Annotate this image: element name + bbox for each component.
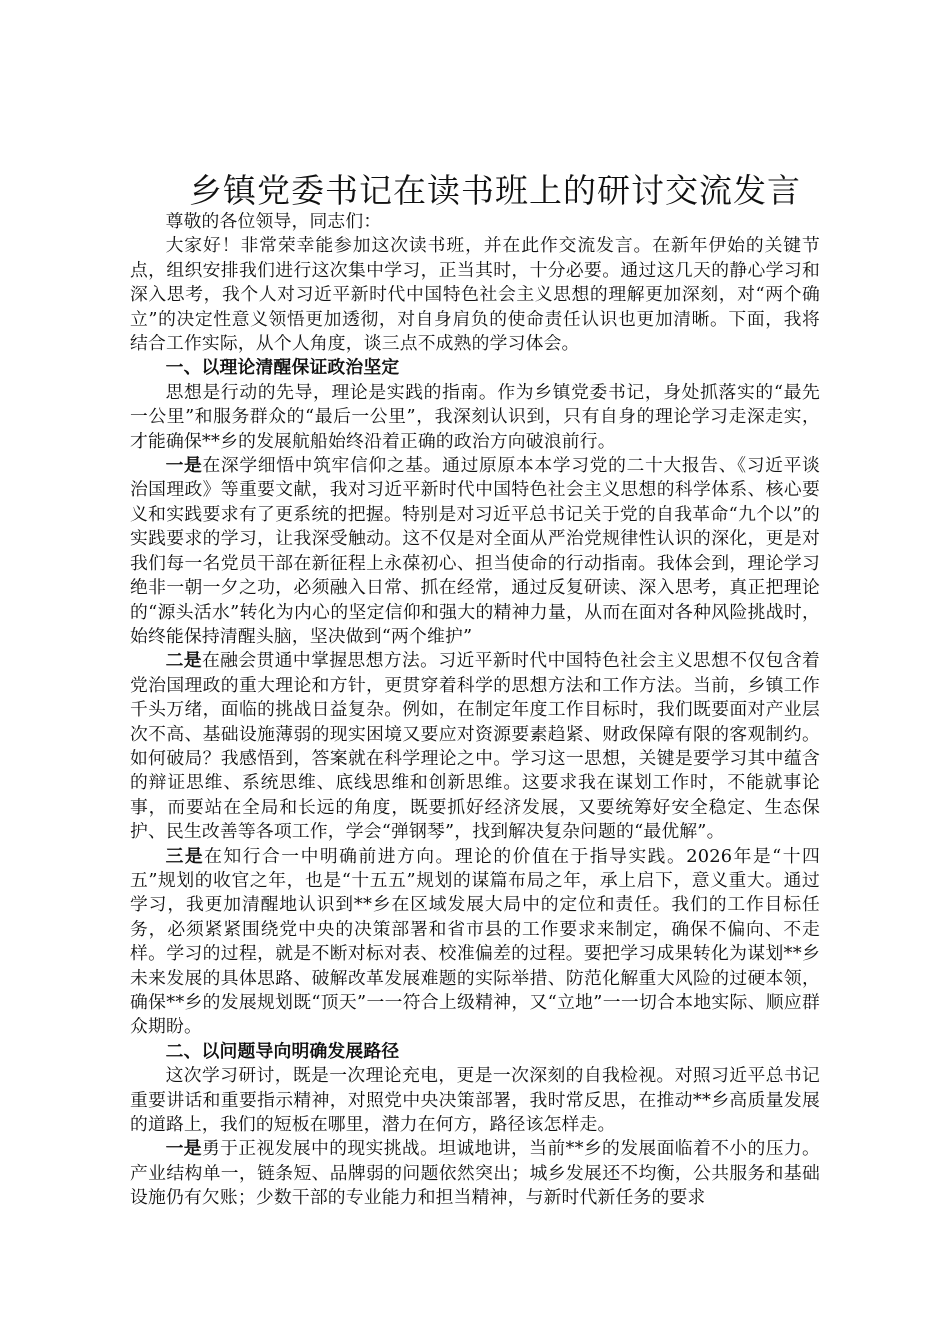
paragraph bbox=[130, 649, 820, 844]
intro-paragraph: 大家好！非常荣幸能参加这次读书班，并在此作交流发言。在新年伊始的关键节点，组织安排我们进行这次集中学习，正当其时，十分必要。通过这几天的静心学习和深入思考，我个人对习近平新时代中国特色社会主义思想的理解更加深刻，对“两个确立”的决定性意义领悟更加透彻，对自身肩负的使命责任认识也更加清晰。下面，我将结合工作实际，从个人角度，谈三点不成熟的学习体会。 bbox=[130, 235, 820, 355]
section-heading: 二、以问题导向明确发展路径 bbox=[165, 1040, 400, 1062]
section-heading: 一、以理论清醒保证政治坚定 bbox=[165, 357, 400, 379]
point-lead: 一是 bbox=[165, 455, 203, 477]
paragraph bbox=[130, 1137, 820, 1210]
point-lead: 三是 bbox=[165, 845, 205, 867]
point-lead: 一是 bbox=[165, 1138, 202, 1160]
salutation: 尊敬的各位领导，同志们： bbox=[165, 211, 382, 232]
paragraph: 这次学习研讨，既是一次理论充电，更是一次深刻的自我检视。对照习近平总书记重要讲话和重要指示精神，对照党中央决策部署，我时常反思，在推动**乡高质量发展的道路上，我们的短板在哪里，潜力在何方，路径该怎样走。 bbox=[130, 1065, 820, 1136]
paragraph-text: 在深学细悟中筑牢信仰之基。通过原原本本学习党的二十大报告、《习近平谈治国理政》等重要文献，我对习近平新时代中国特色社会主义思想的科学体系、核心要义和实践要求有了更系统的把握。特别是对习近平总书记关于党的自我革命“九个以”的实践要求的学习，让我深受触动。这不仅是对全面从严治党规律性认识的深化，更是对我们每一名党员干部在新征程上永葆初心、担当使命的行动指南。我体会到，理论学习绝非一朝一夕之功，必须融入日常、抓在经常，通过反复研读、深入思考，真正把理论的“源头活水”转化为内心的坚定信仰和强大的精神力量，从而在面对各种风险挑战时，始终能保持清醒头脑，坚决做到“两个维护” bbox=[130, 455, 820, 647]
paragraph bbox=[130, 454, 820, 649]
paragraph-text: 在知行合一中明确前进方向。理论的价值在于指导实践。2026年是“十四五”规划的收官之年，也是“十五五”规划的谋篇布局之年，承上启下，意义重大。通过学习，我更加清醒地认识到**乡在区域发展大局中的定位和责任。我们的工作目标任务，必须紧紧围绕党中央的决策部署和省市县的工作要求来制定，确保不偏向、不走样。学习的过程，就是不断对标对表、校准偏差的过程。要把学习成果转化为谋划**乡未来发展的具体思路、破解改革发展难题的实际举措、防范化解重大风险的过硬本领，确保**乡的发展规划既“顶天”一一符合上级精神，又“立地”一一切合本地实际、顺应群众期盼。 bbox=[130, 845, 820, 1038]
paragraph: 思想是行动的先导，理论是实践的指南。作为乡镇党委书记，身处抓落实的“最先一公里”和服务群众的“最后一公里”，我深刻认识到，只有自身的理论学习走深走实，才能确保**乡的发展航船始终沿着正确的政治方向破浪前行。 bbox=[130, 381, 820, 452]
paragraph-text: 勇于正视发展中的现实挑战。坦诚地讲，当前**乡的发展面临着不小的压力。产业结构单一，链条短、品牌弱的问题依然突出；城乡发展还不均衡，公共服务和基础设施仍有欠账；少数干部的专业能力和担当精神，与新时代新任务的要求 bbox=[130, 1138, 820, 1209]
document-page bbox=[130, 172, 820, 1211]
paragraph bbox=[130, 845, 820, 1040]
paragraph-text: 在融会贯通中掌握思想方法。习近平新时代中国特色社会主义思想不仅包含着党治国理政的重大理论和方针，更贯穿着科学的思想方法和工作方法。当前，乡镇工作千头万绪，面临的挑战日益复杂。例如，在制定年度工作目标时，我们既要面对产业层次不高、基础设施薄弱的现实困境又要应对资源要素趋紧、财政保障有限的客观制约。如何破局？我感悟到，答案就在科学理论之中。学习这一思想，关键是要学习其中蕴含的辩证思维、系统思维、底线思维和创新思维。这要求我在谋划工作时，不能就事论事，而要站在全局和长远的角度，既要抓好经济发展，又要统筹好安全稳定、生态保护、民生改善等各项工作，学会“弹钢琴”，找到解决复杂问题的“最优解”。 bbox=[130, 650, 820, 843]
point-lead: 二是 bbox=[165, 650, 202, 672]
document-title: 乡镇党委书记在读书班上的研讨交流发言 bbox=[189, 171, 801, 210]
